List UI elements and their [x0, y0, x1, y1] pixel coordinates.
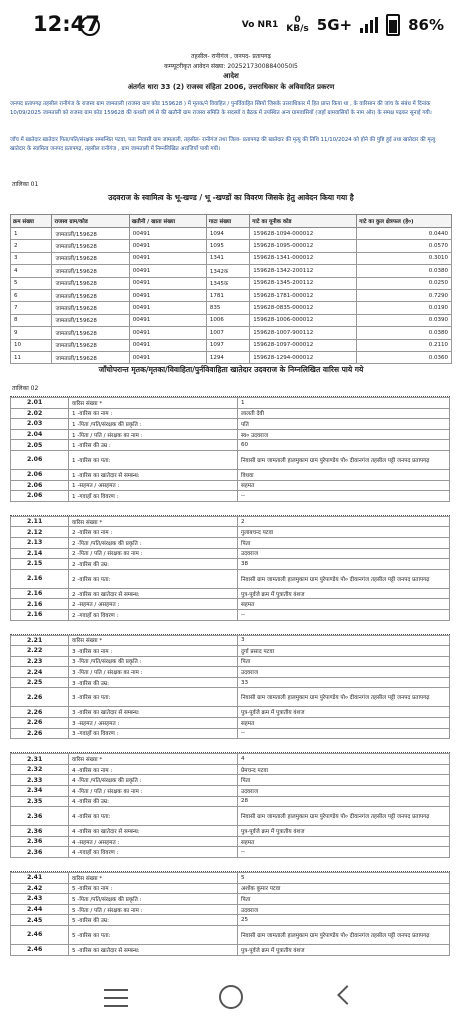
table1-cell: 0.0570 — [357, 240, 452, 252]
table-row — [11, 883, 450, 894]
table1-cell: 00491 — [129, 265, 206, 277]
table1-cell: 00491 — [129, 351, 206, 363]
data-rate-value: 0 — [294, 15, 301, 25]
heir-no-cell: 2.25 — [11, 677, 69, 688]
heir-no-cell: 2.34 — [11, 786, 69, 797]
battery-percent: 86% — [408, 16, 444, 34]
table-row — [11, 786, 450, 797]
heir-no-cell: 2.44 — [11, 904, 69, 915]
heir-table — [10, 635, 450, 740]
heir-lbl-cell: 1 -वारिस का नाम : — [69, 408, 238, 419]
signal-icon — [360, 17, 378, 33]
heir-no-cell: 2.06 — [11, 450, 69, 469]
heir-no-cell: 2.11 — [11, 516, 69, 527]
heir-lbl-cell: 2 -वारिस का पता: — [69, 569, 238, 588]
heir-val-cell: पति — [238, 419, 450, 430]
table1-header-cell: गाटे का कुल क्षेत्रफल (हे०) — [357, 215, 452, 228]
table1-cell: 2 — [11, 240, 52, 252]
table-row — [11, 548, 450, 559]
table-row — [11, 599, 450, 610]
table-row — [11, 688, 450, 707]
table-row — [11, 925, 450, 944]
heir-no-cell: 2.03 — [11, 419, 69, 430]
table1-cell: 0.0250 — [357, 277, 452, 289]
heir-lbl-cell: 1 -वारिस की उम्र : — [69, 440, 238, 451]
table1-cell: 159628-1007-900112 — [250, 327, 357, 339]
table1-cell: जामताली/159628 — [52, 289, 129, 301]
table1-cell: 835 — [206, 302, 249, 314]
heir-lbl-cell: 1 -सहमत / असहमत : — [69, 480, 238, 491]
table1-cell: 0.3010 — [357, 252, 452, 264]
heir-no-cell: 2.31 — [11, 754, 69, 765]
table1-header-cell: गाटा संख्या — [206, 215, 249, 228]
heir-val-cell: सहमत — [238, 599, 450, 610]
heir-no-cell: 2.16 — [11, 569, 69, 588]
heir-lbl-cell: 4 -पिता /पति/संरक्षक की प्रकृति : — [69, 775, 238, 786]
heir-lbl-cell: वारिस संख्या * — [69, 516, 238, 527]
table1-cell: जामताली/159628 — [52, 351, 129, 363]
heir-val-cell: -- — [238, 847, 450, 858]
table1-cell: 0.7290 — [357, 289, 452, 301]
table1-cell: 159628-1345-200112 — [250, 277, 357, 289]
table1-cell: 00491 — [129, 289, 206, 301]
heir-val-cell: निवासी ग्राम जामताली हालमुकाम ग्राम पुरेपाण्डेय पो० दीवानगंज तहसील पट्टी जनपद प्रतापगढ़ — [238, 688, 450, 707]
table1-cell: 1342क — [206, 265, 249, 277]
heir-lbl-cell: 3 -वारिस की उम्र: — [69, 677, 238, 688]
table1-cell: 1095 — [206, 240, 249, 252]
heir-no-cell: 2.46 — [11, 925, 69, 944]
heir-no-cell: 2.16 — [11, 609, 69, 620]
table-row — [11, 327, 452, 339]
table-row — [11, 873, 450, 884]
doc-header-line2: कम्प्यूटरीकृत आवेदन संख्या: 20252173008840050I5 — [164, 63, 298, 70]
heir-val-cell: -- — [238, 609, 450, 620]
heir-val-cell: प्रेमचन्द पटवा — [238, 764, 450, 775]
heir-val-cell: दुर्गा प्रसाद पटवा — [238, 646, 450, 657]
table-row — [11, 265, 452, 277]
table1-cell: 8 — [11, 314, 52, 326]
heir-lbl-cell: 1 -वारिस का खातेदार से सम्बन्ध: — [69, 469, 238, 480]
table1-cell: 00491 — [129, 228, 206, 240]
heir-lbl-cell: 3 -पिता /पति/संरक्षक की प्रकृति : — [69, 656, 238, 667]
table1-cell: जामताली/159628 — [52, 314, 129, 326]
table2-title: जाँचोपरान्त मृतक/मृतका/विवाहिता/पुर्नविवाहिता खातेदार उदवराज के निम्नलिखित वारिस पाये गये — [98, 365, 364, 374]
heir-lbl-cell: 4 -सहमत / असहमत : — [69, 836, 238, 847]
heir-no-cell: 2.45 — [11, 915, 69, 926]
heir-val-cell: उदवराज — [238, 667, 450, 678]
table1-cell: 5 — [11, 277, 52, 289]
heir-val-cell: 2 — [238, 516, 450, 527]
heir-no-cell: 2.05 — [11, 440, 69, 451]
heir-val-cell: पुत्र-पूर्वजे क्रम में पुत्रातीय वंशज — [238, 588, 450, 599]
table1-cell: जामताली/159628 — [52, 327, 129, 339]
heir-val-cell: 4 — [238, 754, 450, 765]
table1-cell: 1 — [11, 228, 52, 240]
table-row — [11, 240, 452, 252]
table1-cell: 159628-1341-000012 — [250, 252, 357, 264]
heir-no-cell: 2.24 — [11, 667, 69, 678]
table1-cell: 159628-1006-000012 — [250, 314, 357, 326]
heir-val-cell: पुत्र-पूर्वजे क्रम में पुत्रातीय वंशज — [238, 826, 450, 837]
heir-val-cell: 3 — [238, 635, 450, 646]
table-row — [11, 252, 452, 264]
table1-cell: 0.0440 — [357, 228, 452, 240]
heir-no-cell: 2.42 — [11, 883, 69, 894]
heir-block — [10, 634, 450, 740]
table-row — [11, 667, 450, 678]
table-row — [11, 516, 450, 527]
table1-cell: 3 — [11, 252, 52, 264]
heir-lbl-cell: 4 -वारिस का नाम : — [69, 764, 238, 775]
table-row — [11, 408, 450, 419]
table-row — [11, 728, 450, 739]
table1-cell: 1341 — [206, 252, 249, 264]
table1-cell: 1345क — [206, 277, 249, 289]
heir-no-cell: 2.41 — [11, 873, 69, 884]
heir-lbl-cell: 3 -पिता / पति / संरक्षक का नाम : — [69, 667, 238, 678]
table1-header-cell: क्रम संख्या — [11, 215, 52, 228]
back-icon[interactable] — [337, 985, 357, 1005]
heir-no-cell: 2.13 — [11, 537, 69, 548]
table1-header-cell: राजस्व ग्राम/कोड — [52, 215, 129, 228]
heir-val-cell: लालती देवी — [238, 408, 450, 419]
doc-subtitle: अंतर्गत धारा 33 (2) राजस्व संहिता 2006, उत्तराधिकार के अविवादित प्रकरण — [127, 83, 335, 91]
recent-apps-icon[interactable] — [104, 989, 128, 1013]
table1-cell: 0.2110 — [357, 339, 452, 351]
table1-cell: 00491 — [129, 314, 206, 326]
table1-cell: 00491 — [129, 277, 206, 289]
heir-lbl-cell: 2 -गवाहों का विवरण : — [69, 609, 238, 620]
table1-cell: जामताली/159628 — [52, 252, 129, 264]
table-row — [11, 537, 450, 548]
heir-val-cell: निवासी ग्राम जामताली हालमुकाम ग्राम पुरेपाण्डेय पो० दीवानगंज तहसील पट्टी जनपद प्रतापगढ़ — [238, 569, 450, 588]
table1-cell: 00491 — [129, 252, 206, 264]
table1-cell: 1781 — [206, 289, 249, 301]
table1-title: उदवराज के स्वामित्व के भू-खण्ड / भू -खण्डों का विवरण जिसके हेतु आवेदन किया गया है — [108, 193, 354, 202]
heir-lbl-cell: 2 -वारिस का खातेदार से सम्बन्ध: — [69, 588, 238, 599]
heir-no-cell: 2.33 — [11, 775, 69, 786]
heir-no-cell: 2.26 — [11, 728, 69, 739]
heir-val-cell: 38 — [238, 559, 450, 570]
heir-lbl-cell: 3 -सहमत / असहमत : — [69, 718, 238, 729]
table-row — [11, 491, 450, 502]
heir-no-cell: 2.06 — [11, 469, 69, 480]
heir-lbl-cell: 1 -पिता / पति / संरक्षक का नाम : — [69, 429, 238, 440]
table1-cell: 159628-0835-000012 — [250, 302, 357, 314]
table-row — [11, 677, 450, 688]
document-viewer[interactable] — [0, 52, 462, 972]
heir-lbl-cell: वारिस संख्या * — [69, 754, 238, 765]
heir-lbl-cell: 3 -वारिस का नाम : — [69, 646, 238, 657]
heir-val-cell: विधवा — [238, 469, 450, 480]
heir-val-cell: 25 — [238, 915, 450, 926]
heir-lbl-cell: 4 -गवाहों का विवरण : — [69, 847, 238, 858]
table-row — [11, 302, 452, 314]
heir-val-cell: 1 — [238, 398, 450, 409]
table1-cell: जामताली/159628 — [52, 302, 129, 314]
heir-no-cell: 2.14 — [11, 548, 69, 559]
table1-cell: जामताली/159628 — [52, 339, 129, 351]
heir-no-cell: 2.15 — [11, 559, 69, 570]
table1-cell: 0.0360 — [357, 351, 452, 363]
heir-block — [10, 871, 450, 956]
heir-val-cell: 33 — [238, 677, 450, 688]
heir-block — [10, 752, 450, 858]
heir-block — [10, 515, 450, 621]
table-row — [11, 646, 450, 657]
table-row — [11, 469, 450, 480]
whatsapp-icon — [80, 16, 100, 36]
table-row — [11, 559, 450, 570]
heir-val-cell: उदवराज — [238, 904, 450, 915]
heir-lbl-cell: 1 -गवाहों का विवरण : — [69, 491, 238, 502]
table-row — [11, 754, 450, 765]
table-row — [11, 904, 450, 915]
heir-val-cell: गुलाबचन्द पटवा — [238, 527, 450, 538]
table1-cell: जामताली/159628 — [52, 240, 129, 252]
heir-no-cell: 2.23 — [11, 656, 69, 667]
table-row — [11, 894, 450, 905]
heir-no-cell: 2.46 — [11, 944, 69, 955]
heir-lbl-cell: 2 -वारिस की उम्र: — [69, 559, 238, 570]
heir-no-cell: 2.36 — [11, 847, 69, 858]
table-row — [11, 807, 450, 826]
heir-block — [10, 396, 450, 502]
table1-cell: 0.0390 — [357, 314, 452, 326]
table1-cell: 0.0380 — [357, 327, 452, 339]
doc-paragraph-1: जनपद प्रतापगढ़ तहसील रानीगंज के राजस्व ग्राम जामताली (राजस्व ग्राम कोड 159628 ) में मृतक/ने विवाहित / पुनर्विवाहित स्त्रियों जिसके उत्तराधिकार में हित प्राप्त किया था , के वारिसान की जांच के संबंध में दिनांक 10/09/2025 जामताली को राजस्व ग्राम कोड 159628 की कथली वर्ष से की खतौनी ग्राम राजस्व समिति के सदस्यों व बैठक में उपस्थित अन्य ग्रामवासियों (जहाँ ग्रामवासियों के नाम ओर) के समक्ष पढ़कर सुनाई गयी। — [10, 101, 432, 116]
home-icon[interactable] — [219, 985, 243, 1009]
status-time: 12:47 — [33, 12, 100, 36]
table-row — [11, 609, 450, 620]
heir-lbl-cell: 1 -वारिस का पता: — [69, 450, 238, 469]
heir-no-cell: 2.32 — [11, 764, 69, 775]
heir-no-cell: 2.06 — [11, 491, 69, 502]
heir-table — [10, 516, 450, 621]
heir-lbl-cell: 2 -पिता / पति / संरक्षक का नाम : — [69, 548, 238, 559]
heir-table — [10, 397, 450, 502]
heir-no-cell: 2.21 — [11, 635, 69, 646]
table-row — [11, 836, 450, 847]
heir-val-cell: 60 — [238, 440, 450, 451]
heir-no-cell: 2.26 — [11, 707, 69, 718]
table1-cell: 159628-1095-000012 — [250, 240, 357, 252]
heir-val-cell: स्व० उदवराज — [238, 429, 450, 440]
heir-lbl-cell: 3 -गवाहों का विवरण : — [69, 728, 238, 739]
heir-lbl-cell: वारिस संख्या * — [69, 398, 238, 409]
table-row — [11, 314, 452, 326]
navigation-bar — [0, 972, 462, 1024]
table-row — [11, 480, 450, 491]
table1-cell: 00491 — [129, 339, 206, 351]
heirs-list — [0, 396, 462, 969]
table-row — [11, 450, 450, 469]
table1-header-cell: खतौनी / खाता संख्या — [129, 215, 206, 228]
table-row — [11, 527, 450, 538]
heir-lbl-cell: 5 -वारिस की उम्र: — [69, 915, 238, 926]
heir-val-cell: पुत्र-पूर्वजे क्रम में पुत्रातीय वंशज — [238, 944, 450, 955]
heir-val-cell: निवासी ग्राम जामताली हालमुकाम ग्राम पुरेपाण्डेय पो० दीवानगंज तहसील पट्टी जनपद प्रतापगढ़ — [238, 450, 450, 469]
heir-val-cell: पिता — [238, 537, 450, 548]
table1-cell: 1094 — [206, 228, 249, 240]
table1-cell: 00491 — [129, 327, 206, 339]
heir-val-cell: पिता — [238, 656, 450, 667]
heir-no-cell: 2.43 — [11, 894, 69, 905]
heir-val-cell: सहमत — [238, 480, 450, 491]
heir-no-cell: 2.12 — [11, 527, 69, 538]
table1-cell: 1006 — [206, 314, 249, 326]
heir-lbl-cell: 3 -वारिस का खातेदार से सम्बन्ध: — [69, 707, 238, 718]
heir-lbl-cell: 3 -वारिस का पता: — [69, 688, 238, 707]
table-row — [11, 440, 450, 451]
table-row — [11, 569, 450, 588]
table1-cell: 6 — [11, 289, 52, 301]
heir-val-cell: सहमत — [238, 836, 450, 847]
doc-paragraph-2: जाँच में खातेदार खातेदार पिता/पति/संरक्षक सम्बन्धित पटवा, पता निवासी ग्राम जामताली, तहसील- रानीगंज तथा जिला- प्रतापगढ़ की खातेदार की मृत्यु की तिथि 11/10/2024 को होने की पुष्टि हुई तथा खातेदार की मृत्यु खातेदार के स्वामित्व जनपद प्रतापगढ़, तहसील रानीगंज , ग्राम जामताली में निम्नलिखित अराजियाँ पायी गयी। — [10, 137, 436, 152]
table-row — [11, 419, 450, 430]
table1-cell: 11 — [11, 351, 52, 363]
heir-val-cell: 28 — [238, 796, 450, 807]
table1-label: तालिका 01 — [12, 181, 39, 188]
heir-val-cell: अशोक कुमार पटवा — [238, 883, 450, 894]
heir-lbl-cell: 2 -वारिस का नाम : — [69, 527, 238, 538]
heir-lbl-cell: वारिस संख्या * — [69, 873, 238, 884]
table1-cell: 4 — [11, 265, 52, 277]
heir-val-cell: 5 — [238, 873, 450, 884]
heir-val-cell: निवासी ग्राम जामताली हालमुकाम ग्राम पुरेपाण्डेय पो० दीवानगंज तहसील पट्टी जनपद प्रतापगढ़ — [238, 925, 450, 944]
table1-cell: 00491 — [129, 302, 206, 314]
table-row — [11, 398, 450, 409]
data-rate-unit: KB/s — [286, 24, 309, 34]
heir-val-cell: सहमत — [238, 718, 450, 729]
heir-lbl-cell: 4 -वारिस का खातेदार से सम्बन्ध: — [69, 826, 238, 837]
table-row — [11, 588, 450, 599]
heir-val-cell: -- — [238, 728, 450, 739]
table1-cell: 10 — [11, 339, 52, 351]
heir-no-cell: 2.26 — [11, 718, 69, 729]
table-row — [11, 339, 452, 351]
table1-cell: 1294 — [206, 351, 249, 363]
table1-cell: 159628-1294-000012 — [250, 351, 357, 363]
table-row — [11, 635, 450, 646]
table1-cell: 159628-1097-000012 — [250, 339, 357, 351]
heir-val-cell: -- — [238, 491, 450, 502]
heir-lbl-cell: 4 -वारिस का पता: — [69, 807, 238, 826]
table1-cell: 1097 — [206, 339, 249, 351]
table-row — [11, 915, 450, 926]
heir-lbl-cell: 4 -वारिस की उम्र: — [69, 796, 238, 807]
table-row — [11, 656, 450, 667]
table-row — [11, 944, 450, 955]
heir-lbl-cell: 5 -पिता /पति/संरक्षक की प्रकृति : — [69, 894, 238, 905]
table1-cell: 00491 — [129, 240, 206, 252]
heir-lbl-cell: 2 -सहमत / असहमत : — [69, 599, 238, 610]
heir-table — [10, 872, 450, 956]
table-row — [11, 351, 452, 363]
table2-label: तालिका 02 — [12, 385, 39, 392]
table-row — [11, 429, 450, 440]
heir-no-cell: 2.36 — [11, 836, 69, 847]
table-row — [11, 718, 450, 729]
table-row — [11, 228, 452, 240]
doc-header-line1: तहसील- रानीगंज , जनपद- प्रतापगढ़ — [191, 53, 271, 60]
table1-cell: 7 — [11, 302, 52, 314]
table-row — [11, 764, 450, 775]
heir-lbl-cell: 5 -वारिस का पता: — [69, 925, 238, 944]
heir-lbl-cell: 1 -पिता /पति/संरक्षक की प्रकृति : — [69, 419, 238, 430]
heir-lbl-cell: 4 -पिता / पति / संरक्षक का नाम : — [69, 786, 238, 797]
table1-cell: जामताली/159628 — [52, 228, 129, 240]
heir-lbl-cell: 5 -वारिस का नाम : — [69, 883, 238, 894]
heir-no-cell: 2.16 — [11, 588, 69, 599]
heir-no-cell: 2.35 — [11, 796, 69, 807]
table-row — [11, 277, 452, 289]
heir-val-cell: निवासी ग्राम जामताली हालमुकाम ग्राम पुरेपाण्डेय पो० दीवानगंज तहसील पट्टी जनपद प्रतापगढ़ — [238, 807, 450, 826]
heir-val-cell: उदवराज — [238, 786, 450, 797]
heir-val-cell: पिता — [238, 775, 450, 786]
table1-cell: जामताली/159628 — [52, 277, 129, 289]
table-row — [11, 775, 450, 786]
table-row — [11, 826, 450, 837]
data-rate — [286, 16, 308, 34]
network-2-label: 5G+ — [316, 16, 353, 34]
battery-icon — [386, 14, 400, 36]
heir-lbl-cell: 2 -पिता /पति/संरक्षक की प्रकृति : — [69, 537, 238, 548]
heir-val-cell: पुत्र-पूर्वजे क्रम में पुत्रातीय वंशज — [238, 707, 450, 718]
heir-lbl-cell: वारिस संख्या * — [69, 635, 238, 646]
heir-no-cell: 2.01 — [11, 398, 69, 409]
status-bar — [0, 0, 462, 52]
table1-cell: जामताली/159628 — [52, 265, 129, 277]
table1-cell: 0.0380 — [357, 265, 452, 277]
table-row — [11, 707, 450, 718]
heir-lbl-cell: 5 -पिता / पति / संरक्षक का नाम : — [69, 904, 238, 915]
table1-header-cell: गाटे का यूनीक कोड — [250, 215, 357, 228]
heir-val-cell: पिता — [238, 894, 450, 905]
doc-title: आदेश — [223, 72, 239, 80]
heir-val-cell: उदवराज — [238, 548, 450, 559]
table1-cell: 159628-1781-000012 — [250, 289, 357, 301]
status-icons — [242, 14, 444, 36]
heir-no-cell: 2.06 — [11, 480, 69, 491]
heir-no-cell: 2.36 — [11, 807, 69, 826]
heir-no-cell: 2.36 — [11, 826, 69, 837]
heir-lbl-cell: 5 -वारिस का खातेदार से सम्बन्ध: — [69, 944, 238, 955]
table-row — [11, 847, 450, 858]
heir-no-cell: 2.02 — [11, 408, 69, 419]
table1-cell: 0.0190 — [357, 302, 452, 314]
table1-cell: 159628-1094-000012 — [250, 228, 357, 240]
table1-cell: 1007 — [206, 327, 249, 339]
heir-no-cell: 2.26 — [11, 688, 69, 707]
heir-no-cell: 2.04 — [11, 429, 69, 440]
network-1-label: Vo NR1 — [241, 19, 279, 30]
heir-no-cell: 2.16 — [11, 599, 69, 610]
table1-cell: 9 — [11, 327, 52, 339]
table1-cell: 159628-1342-200112 — [250, 265, 357, 277]
land-parcels-table — [10, 214, 452, 364]
table-row — [11, 289, 452, 301]
table-row — [11, 796, 450, 807]
heir-table — [10, 753, 450, 858]
heir-no-cell: 2.22 — [11, 646, 69, 657]
